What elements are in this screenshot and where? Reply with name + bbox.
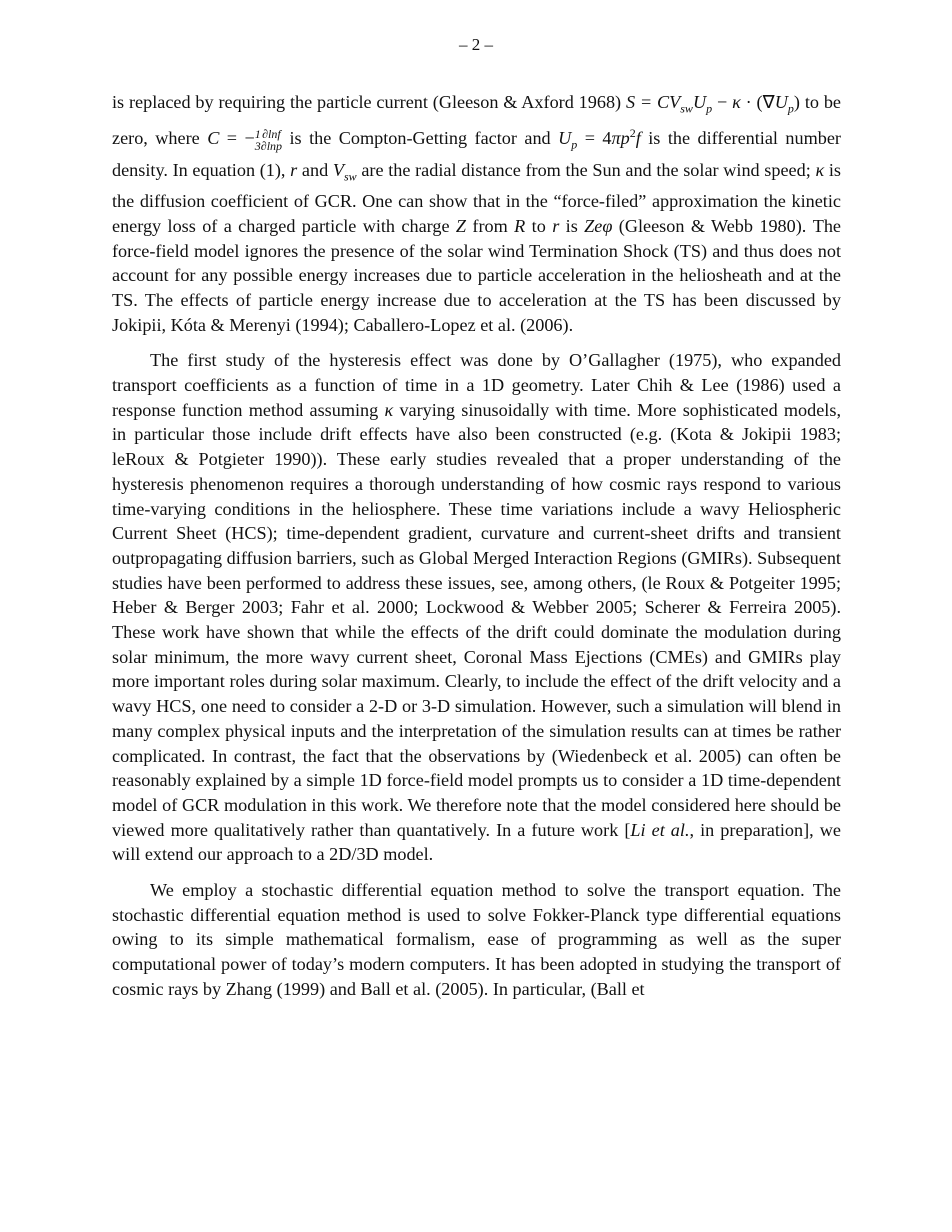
math-symbol: Zeφ xyxy=(584,215,613,236)
math-symbol: f xyxy=(635,128,641,149)
math-symbol: U xyxy=(692,92,707,112)
math-symbol: C xyxy=(207,128,220,149)
paragraph: We employ a stochastic differential equation method to solve the transport equation. The stochastic differential equation method is used to solve Fokker-Planck type differential equations owing to its simple mathematical formalism, ease of programming as well as the super computational power of today’s modern computers. It has been adopted in studying the transport of cosmic rays by Zhang (1999) and Ball et al. (2005). In particular, (Ball et xyxy=(112,880,841,999)
math-symbol: r xyxy=(552,215,560,236)
math-subscript: p xyxy=(787,101,794,116)
math-symbol: V xyxy=(332,159,344,180)
math-symbol: U xyxy=(558,128,572,149)
paragraph: is replaced by requiring the particle current (Gleeson & Axford 1968) $S = CV_{sw}U_p - \kappa \cdot (\nabla U_p)$ to be zero, where C = − 1 3 ∂lnf ∂lnp is the Compton-Getting factor and $U_p = 4\pi p^2f$ is the differential number density. In equation (1), r and $V_{sw}$ are the radial distance from the Sun and the solar wind speed; κ is the diffusion coefficient of GCR. One can show that in the “force-filed” approximation the kinetic energy loss of a charged particle with charge Z from R to r is Zeφ (Gleeson & Webb 1980). The force-field model ignores the presence of the solar wind Termination Shock (TS) and thus does not account for any possible energy increases due to particle acceleration in the heliosheath and at the TS. The effects of particle energy increase due to acceleration at the TS has been discussed by Jokipii, Kóta & Merenyi (1994); Caballero-Lopez et al. (2006). xyxy=(112,92,841,335)
math-subscript: p xyxy=(706,101,713,116)
body-text xyxy=(112,90,841,1013)
math-symbol: κ xyxy=(815,159,825,180)
math-subscript: sw xyxy=(343,169,357,184)
math-superscript: 2 xyxy=(629,126,636,141)
math-symbol: Li et al. xyxy=(630,819,690,840)
math-fraction: 1 3 xyxy=(254,127,261,154)
paragraph: The first study of the hysteresis effect was done by O’Gallagher (1975), who expanded transport coefficients as a function of time in a 1D geometry. Later Chih & Lee (1986) used a response function method assuming κ varying sinusoidally with time. More sophisticated models, in particular those include drift effects have also been constructed (e.g. (Kota & Jokipii 1983; leRoux & Potgieter 1990)). These early studies revealed that a proper understanding of the hysteresis phenomenon requires a thorough understanding of how cosmic rays respond to various time-varying conditions in the heliosphere. These time variations include a wavy Heliospheric Current Sheet (HCS); time-dependent gradient, curvature and current-sheet drifts and transient outpropagating diffusion barriers, such as Global Merged Interaction Regions (GMIRs). Subsequent studies have been performed to address these issues, see, among others, (le Roux & Potgeiter 1995; Heber & Berger 2003; Fahr et al. 2000; Lockwood & Webber 2005; Scherer & Ferreira 2005). These work have shown that while the effects of the drift could dominate the modulation during solar minimum, the more wavy current sheet, Coronal Mass Ejections (CMEs) and GMIRs play more important roles during solar maximum. Clearly, to include the effect of the drift velocity and a wavy HCS, one need to consider a 2-D or 3-D simulation. However, such a simulation will blend in many complex physical inputs and the interpretation of the simulation results can at times be rather complicated. In contrast, the fact that the observations by (Wiedenbeck et al. 2005) can often be reasonably explained by a simple 1D force-field model prompts us to consider a 1D time-dependent model of GCR modulation in this work. We therefore note that the model considered here should be viewed more qualitatively rather than quantatively. In a future work [Li et al., in preparation], we will extend our approach to a 2D/3D model. xyxy=(112,350,841,865)
math-subscript: sw xyxy=(680,101,693,116)
math-symbol: r xyxy=(290,159,298,180)
math-fraction: ∂lnf ∂lnp xyxy=(260,127,283,154)
math-symbol: Z xyxy=(455,215,467,236)
math-symbol: κ xyxy=(384,399,394,420)
math-symbol: πp xyxy=(611,128,630,149)
math-symbol: R xyxy=(514,215,526,236)
math-symbol: κ xyxy=(732,92,741,112)
math-subscript: p xyxy=(571,138,578,153)
page-number: – 2 – xyxy=(459,35,493,54)
math-symbol: S = CV xyxy=(625,92,681,112)
math-symbol: U xyxy=(774,92,788,112)
